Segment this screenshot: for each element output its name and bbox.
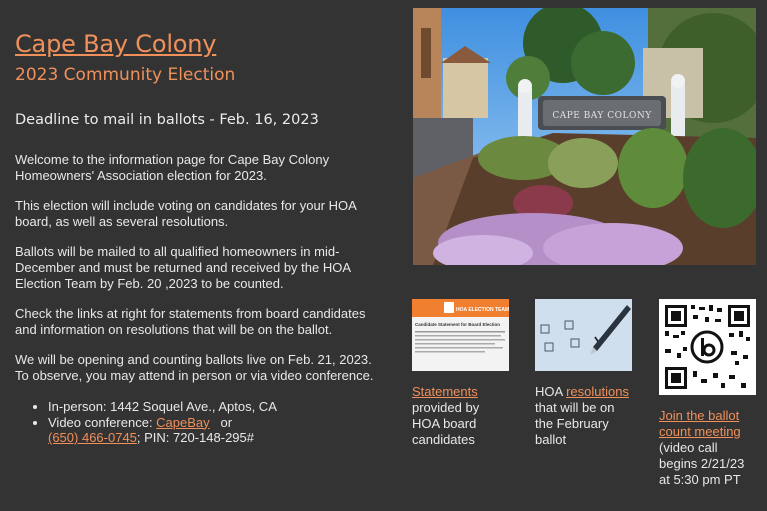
main-content [15, 30, 375, 446]
page-subtitle: 2023 Community Election [15, 65, 236, 85]
resolutions-thumbnail[interactable] [535, 299, 632, 371]
resolutions-link[interactable]: resolutions [566, 384, 629, 399]
statements-card [412, 299, 509, 448]
counting-paragraph: We will be opening and counting ballots live on Feb. 21, 2023. To observe, you may attend in person or via video conference. [15, 352, 374, 383]
community-sign-photo [413, 8, 756, 265]
resolutions-caption: HOA resolutions that will be on the February ballot [535, 384, 629, 447]
statements-caption: Statements provided by HOA board candidates [412, 384, 480, 447]
statements-link[interactable]: Statements [412, 384, 478, 399]
welcome-paragraph: Welcome to the information page for Cape Bay Colony Homeowners' Association election for 2023. [15, 152, 330, 183]
statements-thumbnail[interactable] [412, 299, 509, 371]
capebay-link[interactable]: CapeBay [156, 414, 210, 430]
attendance-list [48, 399, 375, 446]
election-scope-paragraph: This election will include voting on candidates for your HOA board, as well as several resolutions. [15, 198, 357, 229]
site-title-link[interactable]: Cape Bay Colony [15, 30, 217, 58]
sign-text: CAPE BAY COLONY [552, 111, 652, 121]
video-conference-item: • Video conference: CapeBay or (650) 466-0745; PIN: 720-148-295# [48, 415, 375, 446]
ballots-paragraph: Ballots will be mailed to all qualified homeowners in mid-December and must be returned and received by the HOA Election Team by Feb. 20 ,2023 to be counted. [15, 244, 351, 291]
join-meeting-link[interactable]: Join the ballot count meeting [659, 408, 741, 439]
links-paragraph: Check the links at right for statements from board candidates and information on resolutions that will be on the ballot. [15, 306, 366, 337]
meeting-caption: Join the ballot count meeting (video call begins 2/21/23 at 5:30 pm PT [659, 408, 745, 487]
meeting-qr-code[interactable] [659, 299, 756, 395]
thumb-heading-text: Candidate Statement for Board Election [415, 322, 501, 327]
resolutions-card [535, 299, 632, 448]
phone-link[interactable]: (650) 466-0745 [48, 430, 137, 445]
meeting-card [659, 299, 756, 488]
deadline-notice: Deadline to mail in ballots - Feb. 16, 2023 [15, 112, 319, 128]
thumb-logo-text: HOA ELECTION TEAM [456, 307, 509, 313]
in-person-item: • In-person: 1442 Soquel Ave., Aptos, CA [48, 399, 375, 415]
